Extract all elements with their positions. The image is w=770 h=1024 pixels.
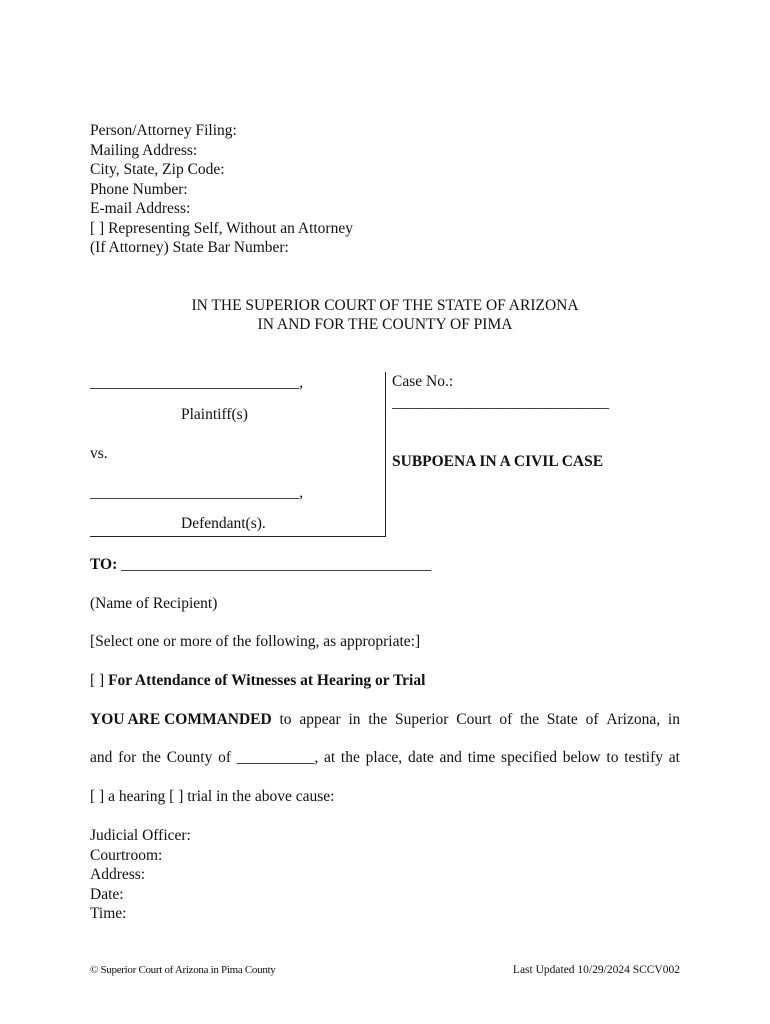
commanded-word: in [667,711,680,728]
vs-label: vs. [90,445,108,462]
court-heading-line1: IN THE SUPERIOR COURT OF THE STATE OF ARIZONA [191,297,579,314]
county-line-word: of [218,749,232,766]
footer-copyright: © Superior Court of Arizona in Pima County [90,964,276,976]
to-blank: ________________________________________ [121,556,432,573]
county-line-word: to [606,749,619,766]
date-label: Date: [90,885,124,903]
hearing-trial-line: [ ] a hearing [ ] trial in the above cause: [90,788,335,805]
county-line-word: testify [624,749,663,766]
judicial-officer-label: Judicial Officer: [90,827,191,844]
recipient-note: (Name of Recipient) [90,595,218,612]
commanded-word: in [348,711,361,728]
county-line-word: time [467,749,496,766]
address-label: Address: [90,866,146,883]
commanded-bold: YOU ARE COMMANDED [90,711,272,728]
attendance-checkbox: [ ] [90,672,105,689]
county-line-word: the [142,749,161,766]
attendance-heading: For Attendance of Witnesses at Hearing or Trial [108,672,426,689]
commanded-word: the [368,711,388,728]
select-instruction: [Select one or more of the following, as appropriate:] [90,633,421,650]
to-label: TO: [90,556,118,573]
filer-line-person: Person/Attorney Filing: [90,122,237,139]
commanded-word: appear [299,711,341,728]
commanded-line [90,711,680,729]
county-line-word: County [166,749,213,766]
county-line-word: and [439,749,462,766]
commanded-word: Arizona, [606,711,661,728]
plaintiff-label: Plaintiff(s) [181,406,248,423]
filer-line-city: City, State, Zip Code: [90,161,225,178]
courtroom-label: Courtroom: [90,846,163,864]
time-label: Time: [90,905,127,922]
filer-line-email: E-mail Address: [90,200,191,217]
court-info-block [90,826,191,924]
commanded-word: Superior [395,711,449,728]
county-line [90,749,680,767]
document-title: SUBPOENA IN A CIVIL CASE [392,453,604,470]
county-line-word: specified [501,749,557,766]
court-heading-line2: IN AND FOR THE COUNTY OF PIMA [257,316,513,333]
county-line-word: and [90,749,113,766]
commanded-word: to [279,711,292,728]
county-line-word: for [118,749,137,766]
footer-form-id: Last Updated 10/29/2024 SCCV002 [512,964,680,976]
attendance-line [90,672,425,690]
county-blank: __________, [236,749,319,766]
defendant-label: Defendant(s). [181,515,266,532]
filer-line-bar-number: (If Attorney) State Bar Number: [90,239,289,256]
commanded-word: of [585,711,599,728]
county-line-word: place, [365,749,403,766]
plaintiff-blank: ___________________________, [90,374,304,391]
county-line-word: the [340,749,360,766]
county-line-word: date [407,749,434,766]
county-line-word: at [668,749,680,766]
case-caption-parties [90,372,386,537]
county-line-word: below [562,749,601,766]
filer-line-phone: Phone Number: [90,180,188,198]
defendant-blank: ___________________________, [90,484,304,501]
commanded-word: Court [456,711,492,728]
county-line-word: at [323,749,336,766]
commanded-word: of [499,711,513,728]
filer-info-block [90,121,353,258]
case-number-label: Case No.: [392,373,454,390]
court-heading [0,296,770,334]
commanded-word: State [546,711,578,728]
case-number-blank: ____________________________ [392,394,609,411]
commanded-word: the [520,711,539,728]
filer-line-self-rep: [ ] Representing Self, Without an Attorney [90,219,353,237]
filer-line-mailing: Mailing Address: [90,141,198,159]
to-line [90,556,431,574]
